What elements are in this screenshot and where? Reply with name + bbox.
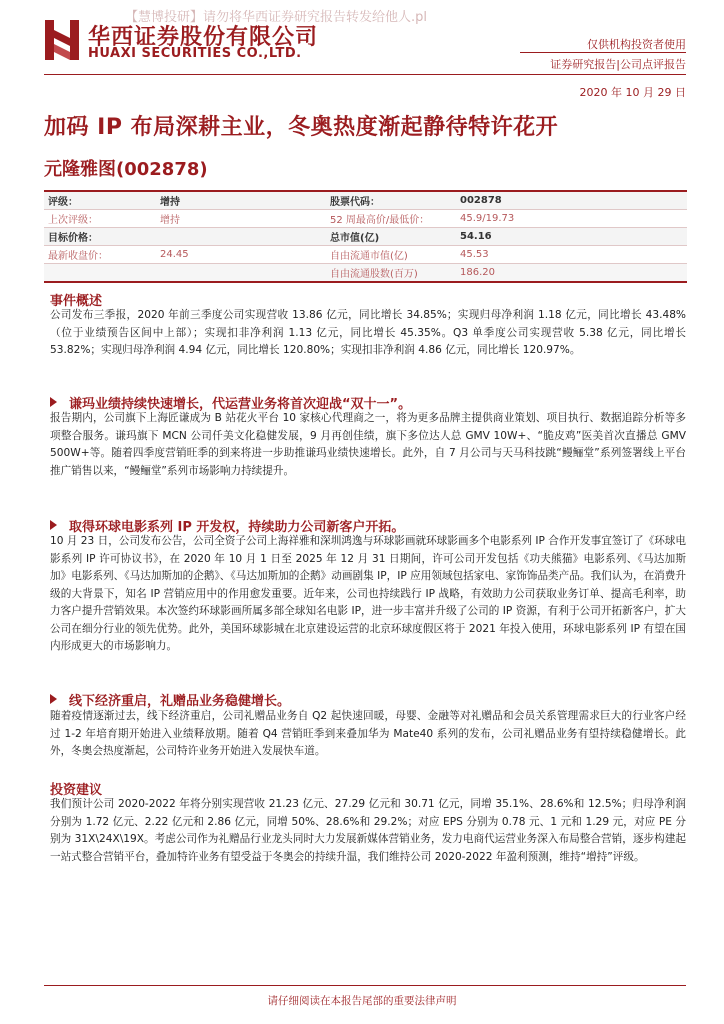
table-cell: 上次评级： [48, 215, 98, 226]
stock-info-table [44, 190, 687, 283]
table-cell [156, 228, 326, 246]
table-cell: 45.9/19.73 [460, 213, 515, 224]
legal-notice: 请仔细阅读在本报告尾部的重要法律声明 [267, 995, 457, 1007]
table-row [44, 264, 687, 283]
audience-note: 仅供机构投资者使用 [587, 38, 686, 51]
table-cell: 目标价格： [44, 228, 156, 246]
stock-name: 元隆雅图(002878) [44, 159, 208, 180]
company-en-name: HUAXI SECURITIES CO.,LTD. [88, 46, 302, 61]
table-row [44, 191, 687, 210]
header-divider [520, 52, 686, 53]
report-date: 2020 年 10 月 29 日 [579, 86, 686, 99]
section-body-gifts: 随着疫情逐渐过去，线下经济重启，公司礼赠品业务自 Q2 起快速回暖，母婴、金融等对礼赠品和会员关系管理需求巨大的行业客户经过 1-2 年培育期开始进入业绩释放期。随着 Q4 营销旺季到来叠加华为 Mate40 系列的发布，公司礼赠品业务有望持续稳健增长。此外，冬奥会热度渐起，公司特许业务开始进入发展快车道。 [50, 710, 686, 757]
table-cell: 52 周最高价/最低价： [330, 215, 430, 226]
section-heading-investment: 投资建议 [50, 783, 103, 798]
table-cell [156, 264, 326, 283]
table-row [44, 210, 687, 228]
report-type: 证券研究报告|公司点评报告 [550, 58, 686, 71]
company-cn-name: 华西证券股份有限公司 [88, 25, 319, 50]
table-cell: 自由流通股数(百万) [326, 264, 456, 283]
section-body-investment: 我们预计公司 2020-2022 年将分别实现营收 21.23 亿元、27.29 亿元和 30.71 亿元，同增 35.1%、28.6%和 12.5%；归母净利润分别为 1.72 亿元、2.22 亿元和 2.86 亿元，同增 50%、28.6%和 29.2%；对应 EPS 分别为 0.78 元、1 元和 1.29 元，对应 PE 分别为 31X\24X\19X。考虑公司作为礼赠品行业龙头同时大力发展新媒体营销业务，发力电商代运营业务深入布局整合营销，逐步构建起一站式整合营销平台，叠加特许业务有望受益于冬奥会的持续升温，我们维持公司 2020-2022 年盈利预测，维持“增持”评级。 [50, 798, 686, 863]
table-cell: 自由流通市值(亿) [330, 251, 408, 262]
table-cell: 总市值(亿) [326, 228, 456, 246]
table-cell: 最新收盘价： [48, 251, 108, 262]
table-cell: 增持 [160, 215, 180, 226]
section-heading-text: 线下经济重启，礼赠品业务稳健增长。 [69, 694, 291, 709]
table-cell: 增持 [156, 191, 326, 210]
section-body-universal: 10 月 23 日，公司发布公告，公司全资子公司上海祥雅和深圳鸿逸与环球影画就环球影画多个电影系列 IP 合作开发事宜签订了《环球电影系列 IP 许可协议书》，在 2020 年 10 月 1 日至 2025 年 12 月 31 日期间，许可公司开发包括《功夫熊猫》电影系列、《马达加斯加》电影系列、《马达加斯加的企鹅》、《马达加斯加的企鹅》动画剧集 IP，IP 应用领域包括家电、家饰饰品类产品。我们认为，在消费升级的大背景下，知名 IP 营销应用中的作用愈发重要。近年来，公司也持续践行 IP 战略，有效助力公司获取业务订单、提高毛利率，助力客户提升营销效果。本次签约环球影画所属多部全球知名电影 IP，进一步丰富并升级了公司的 IP 资源，有利于公司开拓新客户，扩大公司在细分行业的领先优势。此外，美国环球影城在北京建设运营的北京环球度假区将于 2021 年投入使用，环球电影系列 IP 有望在国内形成更大的市场影响力。 [50, 535, 686, 652]
triangle-bullet-icon [50, 397, 57, 407]
section-body-qianma: 报告期内，公司旗下上海匠谦成为 B 站花火平台 10 家核心代理商之一，将为更多品牌主提供商业策划、项目执行、数据追踪分析等多项整合服务。谦玛旗下 MCN 公司仟美文化稳健发展，9 月再创佳绩，旗下多位达人总 GMV 10W+、“脆皮鸡”医美首次直播总 GMV 500W+等。随着四季度营销旺季的到来将进一步助推谦玛业绩快速增长。此外，自 7 月公司与天马科技跳“鳗鲡堂”系列签署线上平台推广销售以来，“鳗鲡堂”系列市场影响力持续提升。 [50, 412, 686, 477]
footer-rule [44, 985, 686, 986]
table-row [44, 246, 687, 264]
report-title: 加码 IP 布局深耕主业，冬奥热度渐起静待特许花开 [44, 115, 559, 140]
table-cell: 评级： [44, 191, 156, 210]
table-cell: 45.53 [460, 249, 489, 260]
huaxi-logo-icon [45, 20, 79, 60]
section-heading-text: 谦玛业绩持续快速增长，代运营业务将首次迎战“双十一”。 [69, 397, 412, 412]
watermark: 【慧博投研】请勿将华西证券研究报告转发给他人.pl [125, 10, 427, 25]
section-heading-text: 取得环球电影系列 IP 开发权，持续助力公司新客户开拓。 [69, 520, 405, 535]
section-heading-event: 事件概述 [50, 294, 103, 309]
table-cell: 24.45 [160, 249, 189, 260]
table-cell: 186.20 [456, 264, 687, 283]
section-body-event: 公司发布三季报，2020 年前三季度公司实现营收 13.86 亿元，同比增长 34.85%；实现归母净利润 1.18 亿元，同比增长 43.48%（位于业绩预告区间中上部）；实现扣非净利润 1.13 亿元，同比增长 45.35%。Q3 单季度公司实现营收 5.38 亿元，同比增长 53.82%；实现归母净利润 4.94 亿元，同比增长 120.80%；实现扣非净利润 4.86 亿元，同比增长 120.97%。 [50, 309, 686, 356]
table-cell [44, 264, 156, 283]
table-cell: 002878 [456, 191, 687, 210]
table-cell: 54.16 [456, 228, 687, 246]
table-row [44, 228, 687, 246]
table-cell: 股票代码： [326, 191, 456, 210]
triangle-bullet-icon [50, 520, 57, 530]
triangle-bullet-icon [50, 694, 57, 704]
section-heading-gifts [50, 690, 290, 709]
header-rule [44, 74, 686, 75]
